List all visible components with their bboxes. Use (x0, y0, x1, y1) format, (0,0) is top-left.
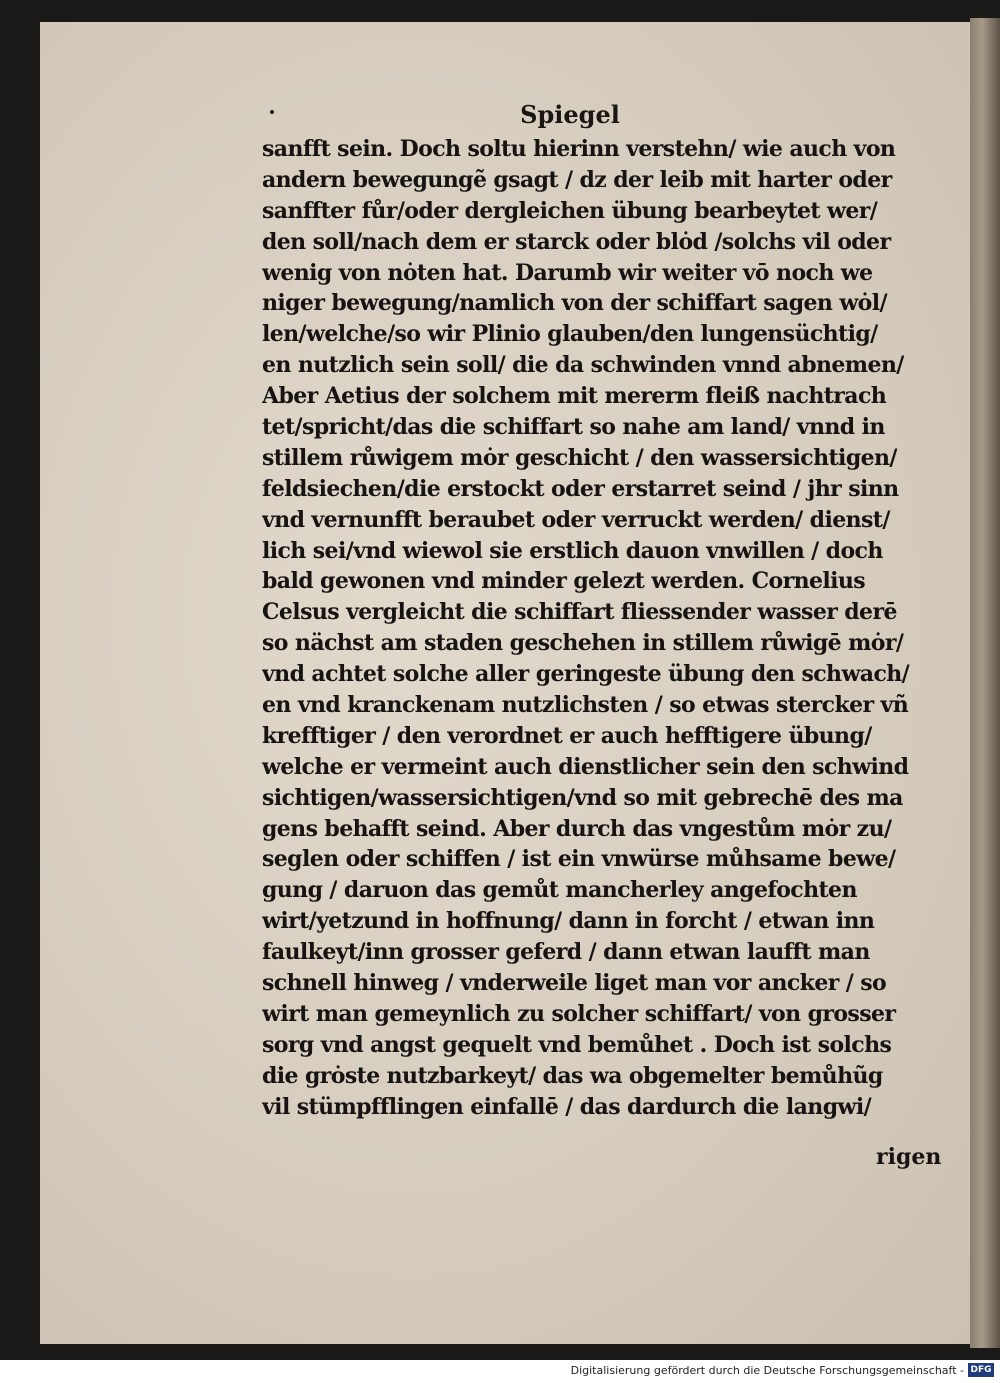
text-line: den soll/nach dem er starck oder blȯd /solchs vil oder (262, 228, 891, 255)
text-line: gung / daruon das gemůt mancherley angefochten (262, 877, 857, 904)
text-line: vnd vernunfft beraubet oder verruckt werden/ dienst/ (262, 506, 890, 533)
text-line: tet/spricht/das die schiffart so nahe am land/ vnnd in (262, 414, 885, 441)
text-line: sanfft sein. Doch soltu hierinn verstehn/ wie auch von (262, 136, 896, 162)
text-line: wirt/yetzund in hoffnung/ dann in forcht / etwan inn (262, 908, 875, 935)
text-line: seglen oder schiffen / ist ein vnwürse můhsame bewe/ (262, 846, 896, 873)
text-line: faulkeyt/inn grosser geferd / dann etwan laufft man (262, 939, 870, 966)
running-head: Spiegel (520, 100, 620, 129)
page-text (262, 134, 952, 1123)
text-line: en nutzlich sein soll/ die da schwinden vnnd abnemen/ (262, 352, 904, 379)
text-line: Celsus vergleicht die schiffart fliessender wasser derē (262, 599, 897, 626)
text-line: sorg vnd angst gequelt vnd bemůhet . Doch ist solchs (262, 1031, 892, 1058)
text-line: lich sei/vnd wiewol sie erstlich dauon vnwillen / doch (262, 537, 883, 564)
text-line: sanffter fůr/oder dergleichen übung bearbeytet wer/ (262, 197, 878, 224)
dfg-logo: DFG (968, 1363, 994, 1377)
text-line: andern bewegungẽ gsagt / dz der leib mit harter oder (262, 166, 892, 193)
text-line: feldsiechen/die erstockt oder erstarret seind / jhr sinn (262, 475, 899, 502)
text-line: Aber Aetius der solchem mit mererm fleiß nachtrach (262, 383, 887, 410)
funding-credit: Digitalisierung gefördert durch die Deutsche Forschungsgemeinschaft - (570, 1364, 964, 1377)
text-line: welche er vermeint auch dienstlicher sein den schwind (262, 753, 909, 780)
book-edge (970, 18, 1000, 1348)
text-line: niger bewegung/namlich von der schiffart sagen wȯl/ (262, 290, 887, 317)
catchword: rigen (876, 1144, 942, 1170)
text-line: sichtigen/wassersichtigen/vnd so mit gebrechē des ma (262, 784, 903, 811)
text-line: so nächst am staden geschehen in stillem růwigē mȯr/ (262, 630, 904, 657)
text-line: die grȯste nutzbarkeyt/ das wa obgemelter bemůhũg (262, 1062, 883, 1089)
text-line: wirt man gemeynlich zu solcher schiffart/ von grosser (262, 1000, 896, 1027)
text-line: gens behafft seind. Aber durch das vngestům mȯr zu/ (262, 815, 892, 842)
text-line: bald gewonen vnd minder gelezt werden. Cornelius (262, 568, 866, 595)
book-page (40, 22, 970, 1344)
text-line: schnell hinweg / vnderweile liget man vor ancker / so (262, 970, 887, 997)
text-line: len/welche/so wir Plinio glauben/den lungensüchtig/ (262, 321, 878, 348)
text-line: vil stümpfflingen einfallē / das dardurch die langwi/ (262, 1093, 872, 1120)
text-line: stillem růwigem mȯr geschicht / den wassersichtigen/ (262, 444, 897, 471)
text-line: krefftiger / den verordnet er auch hefftigere übung/ (262, 722, 872, 749)
text-line: vnd achtet solche aller geringeste übung den schwach/ (262, 661, 910, 688)
text-line: wenig von nȯten hat. Darumb wir weiter vō noch we (262, 259, 873, 286)
text-line: en vnd kranckenam nutzlichsten / so etwas stercker vñ (262, 692, 909, 719)
